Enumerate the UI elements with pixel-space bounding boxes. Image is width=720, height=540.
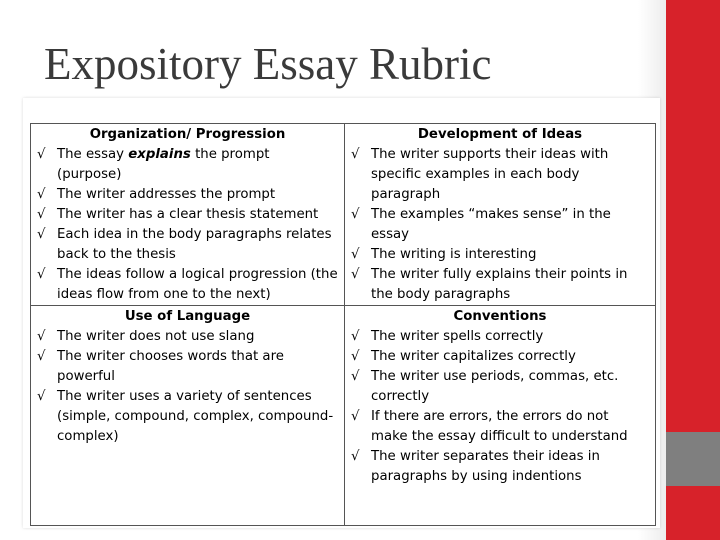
accent-bar-red-bottom — [666, 486, 720, 540]
rubric-row-bottom — [31, 306, 656, 526]
checkmark-icon: √ — [37, 267, 46, 282]
list-item — [37, 327, 338, 347]
rubric-table — [30, 123, 656, 526]
slide-title: Expository Essay Rubric — [44, 39, 492, 89]
checkmark-icon: √ — [351, 267, 360, 282]
accent-bar-red-top — [666, 0, 720, 432]
list-item — [351, 447, 649, 487]
checkmark-icon: √ — [351, 329, 360, 344]
item-text: The writer addresses the prompt — [57, 187, 276, 202]
item-text: The writer fully explains their points in the body paragraphs — [371, 267, 628, 302]
checkmark-icon: √ — [37, 187, 46, 202]
list-item — [37, 347, 338, 387]
list-item — [37, 265, 338, 305]
list-item — [351, 245, 649, 265]
accent-bar-gray — [666, 432, 720, 486]
checkmark-icon: √ — [351, 369, 360, 384]
rubric-row-top — [31, 124, 656, 306]
checkmark-icon: √ — [351, 449, 360, 464]
item-text: The writer chooses words that are powerful — [57, 349, 284, 384]
item-text: If there are errors, the errors do not make the essay difficult to understand — [371, 409, 628, 444]
checkmark-icon: √ — [351, 147, 360, 162]
list-item — [351, 265, 649, 305]
item-text: The writer supports their ideas with specific examples in each body paragraph — [371, 147, 609, 202]
item-text: The writer capitalizes correctly — [371, 349, 576, 364]
item-text: The examples “makes sense” in the essay — [371, 207, 611, 242]
checkmark-icon: √ — [37, 389, 46, 404]
list-item — [351, 327, 649, 347]
development-heading: Development of Ideas — [417, 127, 583, 142]
item-text: The essay — [57, 147, 129, 162]
list-item — [37, 145, 338, 185]
item-text: Each idea in the body paragraphs relates back to the thesis — [57, 227, 332, 262]
item-text: The writer spells correctly — [371, 329, 544, 344]
checkmark-icon: √ — [37, 227, 46, 242]
list-item — [37, 205, 338, 225]
list-item — [37, 225, 338, 265]
checkmark-icon: √ — [351, 207, 360, 222]
list-item — [351, 407, 649, 447]
item-text: The writer separates their ideas in paragraphs by using indentions — [371, 449, 600, 484]
emphasis-text: explains — [128, 147, 191, 162]
organization-heading: Organization/ Progression — [89, 127, 286, 142]
item-text: The writer uses a variety of sentences (simple, compound, complex, compound-complex) — [57, 389, 334, 444]
development-cell — [345, 124, 656, 306]
checkmark-icon: √ — [37, 147, 46, 162]
item-text: the prompt (purpose) — [57, 147, 270, 182]
conventions-cell — [345, 306, 656, 526]
list-item — [351, 367, 649, 407]
checkmark-icon: √ — [37, 329, 46, 344]
checkmark-icon: √ — [351, 247, 360, 262]
checkmark-icon: √ — [37, 207, 46, 222]
item-text: The writer has a clear thesis statement — [57, 207, 319, 222]
item-text: The ideas follow a logical progression (the ideas flow from one to the next) — [57, 267, 338, 302]
organization-cell — [31, 124, 345, 306]
list-item — [351, 205, 649, 245]
list-item — [351, 145, 649, 205]
language-cell — [31, 306, 345, 526]
language-heading: Use of Language — [124, 309, 251, 324]
conventions-heading: Conventions — [453, 309, 547, 324]
list-item — [351, 347, 649, 367]
checkmark-icon: √ — [351, 349, 360, 364]
checkmark-icon: √ — [37, 349, 46, 364]
list-item — [37, 185, 338, 205]
item-text: The writer use periods, commas, etc. correctly — [371, 369, 619, 404]
checkmark-icon: √ — [351, 409, 360, 424]
item-text: The writer does not use slang — [57, 329, 255, 344]
list-item — [37, 387, 338, 447]
item-text: The writing is interesting — [371, 247, 537, 262]
